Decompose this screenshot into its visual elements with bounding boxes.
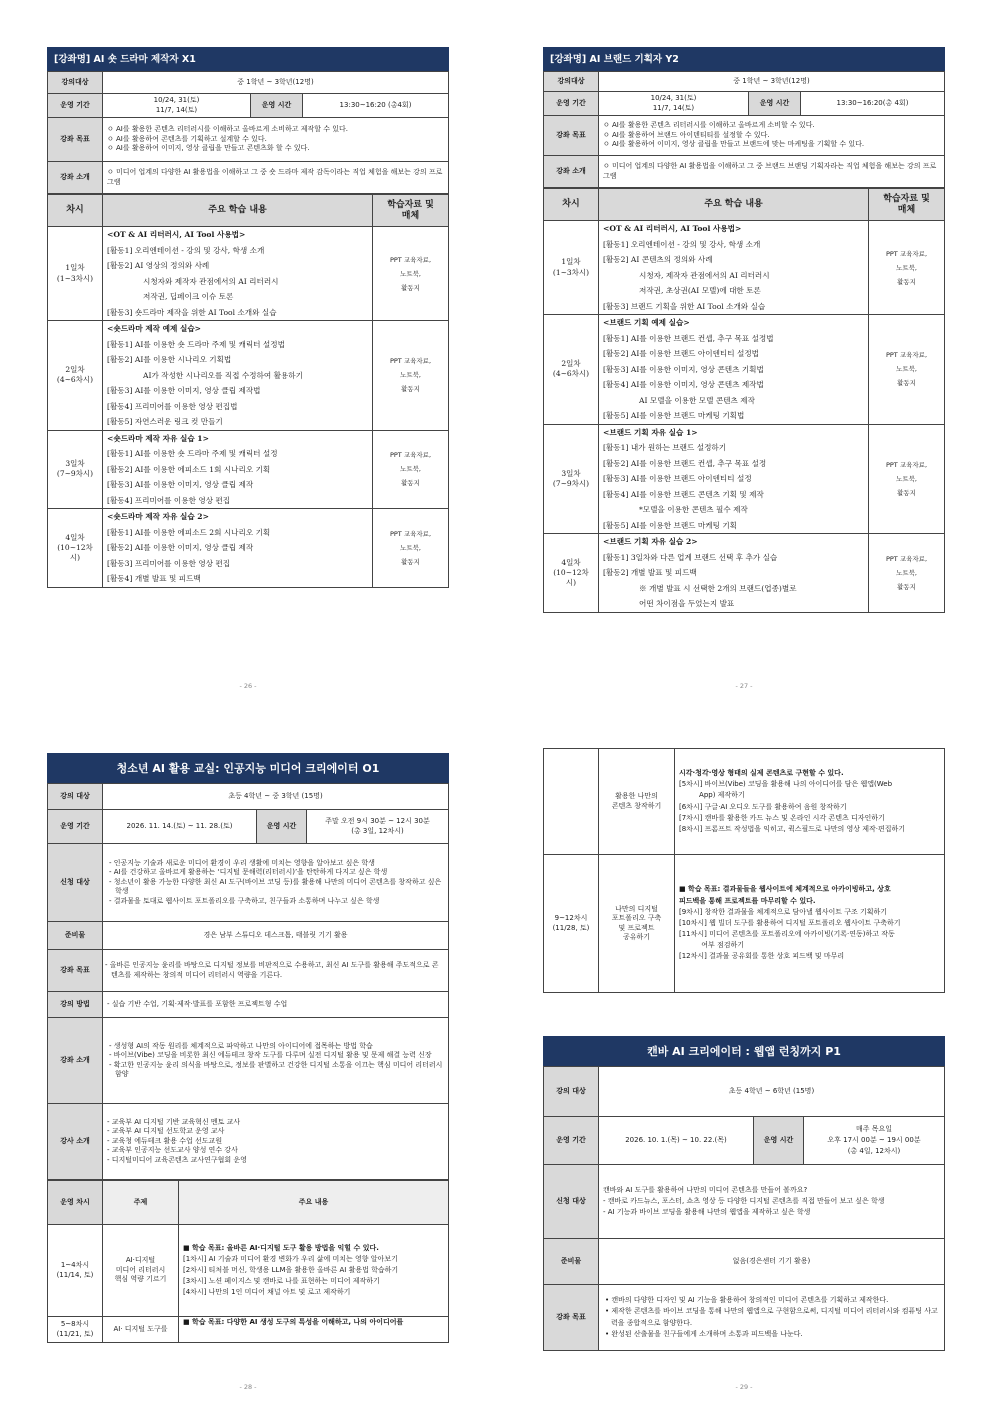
course-title: [강좌명] AI 브랜드 기획자 Y2: [543, 47, 945, 71]
session-cell: 1~4차시 (11/14, 토): [48, 1225, 103, 1317]
table-row: [544, 315, 945, 425]
resources-cell: PPT 교육자료, 노트북, 활동지: [373, 509, 449, 588]
target-label: 강의 대상: [48, 784, 103, 810]
row-title: <브랜드 기획 자유 실습 1>: [603, 427, 698, 437]
row-title: <숏드라마 제작 자유 실습 1>: [107, 433, 209, 443]
goal-text: - 올바른 인공지능 윤리를 바탕으로 디지털 정보를 비판적으로 수용하고, 최신 AI 도구를 활용해 주도적으로 콘텐츠를 제작하는 창의적 미디어 리터러시 역량을 기른다.: [103, 950, 449, 992]
course-info-table: [543, 71, 945, 188]
apply-list: [599, 1165, 945, 1239]
session-line: 여부 점검하기: [679, 941, 745, 950]
activity-line: [활동5] AI를 이용한 브랜드 마케팅 기획: [603, 520, 738, 530]
session-line: [4차시] 나만의 1인 미디어 채널 아트 및 로고 제작하기: [183, 1288, 351, 1297]
table-row: [544, 749, 945, 855]
goal-label: 강좌 목표: [48, 950, 103, 992]
apply-item: - 청소년이 활용 가능한 다양한 최신 AI 도구(바이브 코딩 등)를 활용해 나만의 미디어 콘텐츠를 창작하고 싶은 학생: [109, 877, 442, 896]
session-cell: 4일차 (10~12차 시): [544, 534, 599, 613]
teacher-item: - 디지털미디어 교육콘텐츠 교사연구협회 운영: [107, 1155, 247, 1164]
session-cell: 5~8차시 (11/21, 토): [48, 1317, 103, 1343]
schedule-table: [543, 188, 945, 613]
activity-line: [활동2] AI를 이용한 브랜드 아이덴티티 설정법: [603, 349, 760, 358]
page-number: - 26 -: [239, 682, 257, 690]
intro-label: 강좌 소개: [48, 162, 103, 194]
resources-cell: PPT 교육자료, 노트북, 활동지: [373, 321, 449, 431]
course-info-table: [47, 783, 449, 1180]
goal-item: • 제작한 콘텐츠를 바이브 코딩을 통해 나만의 웹앱으로 구현함으로써, 디지털 미디어 리터러시와 컴퓨팅 사고력을 종합적으로 함양한다.: [605, 1307, 938, 1327]
teacher-list: [103, 1104, 449, 1180]
course-panel-continued: [543, 748, 945, 993]
col-content: 주요 학습 내용: [103, 195, 373, 227]
course-panel-canva-ai-creator: [543, 1036, 945, 1351]
activity-line: [활동3] AI를 이용한 브랜드 아이덴티티 설정: [603, 474, 752, 483]
learning-goal: ■ 학습 목표: 올바른 AI·디지털 도구 활용 방법을 익힐 수 있다.: [183, 1243, 379, 1252]
activity-line: 시청자, 제작자 관점에서의 AI 리터러시: [639, 270, 770, 280]
learning-goal: 피드백을 통해 프로젝트를 마무리할 수 있다.: [679, 896, 816, 905]
page-number: - 27 -: [735, 682, 753, 690]
prep-value: 경은 남부 스튜디오 데스크톱, 태블릿 기기 활용: [103, 922, 449, 950]
session-line: [12차시] 결과물 공유회를 통한 상호 피드백 및 마무리: [679, 952, 845, 961]
apply-list: [103, 844, 449, 922]
activity-line: *모델을 이용한 콘텐츠 필수 제작: [639, 505, 748, 514]
topic-cell: AI·디지털 미디어 리터러시 핵심 역량 기르기: [103, 1225, 179, 1317]
course-info-table: [543, 1066, 945, 1351]
session-cell: 2일차 (4~6차시): [544, 315, 599, 425]
course-panel-ai-short-drama: [47, 47, 449, 588]
col-topic: 주제: [103, 1181, 179, 1225]
prep-label: 준비물: [544, 1239, 599, 1285]
activity-line: [활동4] AI를 이용한 브랜드 콘텐츠 기획 및 제작: [603, 489, 764, 499]
row-title: <브랜드 기획 예제 실습>: [603, 318, 690, 327]
table-row: [544, 855, 945, 993]
goal-item: ㅇ AI를 활용하여 브랜드 아이덴티티를 설정할 수 있다.: [603, 130, 770, 139]
table-row: [48, 1225, 449, 1317]
activity-line: [활동2] AI 콘텐츠의 정의와 사례: [603, 255, 713, 264]
target-value: 중 1학년 ~ 3학년(12명): [599, 72, 945, 92]
table-row: [48, 321, 449, 431]
period-value: 2026. 11. 14.(토) ~ 11. 28.(토): [103, 810, 257, 844]
session-line: [11차시] 미디어 콘텐츠를 포트폴리오에 아카이빙(기록·연동)하고 작동: [679, 930, 895, 939]
period-label: 운영 기간: [544, 1117, 599, 1165]
prep-label: 준비물: [48, 922, 103, 950]
activity-line: [활동4] 프리미어를 이용한 영상 편집법: [107, 401, 238, 411]
session-line: [5차시] 바이브(Vibe) 코딩을 활용해 나의 아이디어를 담은 웹앱(Web: [679, 780, 893, 789]
resources-cell: PPT 교육자료, 노트북, 활동지: [869, 315, 945, 425]
activity-line: 시청자와 제작자 관점에서의 AI 리터러시: [143, 276, 279, 286]
teacher-item: - 교육부 AI 디지털 기반 교육혁신 멘토 교사: [107, 1117, 241, 1126]
activity-line: [활동2] AI 영상의 정의와 사례: [107, 261, 210, 270]
activity-line: [활동1] 오리엔테이션 - 강의 및 강사, 학생 소개: [603, 239, 761, 249]
col-resources: 학습자료 및 매체: [373, 195, 449, 227]
session-line: [9차시] 창작한 결과물을 체계적으로 담아낼 웹사이트 구조 기획하기: [679, 907, 888, 916]
activity-line: ※ 개별 발표 시 선택한 2개의 브랜드(업종)별로: [639, 583, 797, 593]
session-line: [2차시] 티처블 머신, 학생용 LLM을 활용한 올바른 AI 활용법 학습하기: [183, 1265, 399, 1274]
learning-goal: 시각·청각·영상 형태의 실제 콘텐츠로 구현할 수 있다.: [679, 768, 844, 777]
session-cell: 3일차 (7~9차시): [544, 424, 599, 534]
course-panel-ai-media-creator: [47, 753, 449, 1343]
col-session: 차시: [544, 189, 599, 221]
goal-item: ㅇ AI를 활용하여 이미지, 영상 클립을 만들고 콘텐츠화 할 수 있다.: [107, 144, 310, 153]
course-info-table: [47, 71, 449, 194]
row-title: <숏드라마 제작 예제 실습>: [107, 324, 202, 333]
apply-item: - AI를 건강하고 올바르게 활용하는 ‘디지털 문해력(리터러시)’을 탄탄하게 다지고 싶은 학생: [109, 868, 388, 877]
session-cell: 1일차 (1~3차시): [48, 227, 103, 321]
activity-line: [활동1] 내가 원하는 브랜드 설정하기: [603, 443, 727, 452]
apply-item: 캔바와 AI 도구를 활용하여 나만의 미디어 콘텐츠를 만들어 볼까요?: [603, 1185, 808, 1194]
session-cell: 4일차 (10~12차 시): [48, 509, 103, 588]
intro-label: 강좌 소개: [544, 156, 599, 188]
learning-goal: ■ 학습 목표: 다양한 AI 생성 도구의 특성을 이해하고, 나의 아이디어를: [179, 1317, 449, 1343]
activity-line: [활동3] AI를 이용한 이미지, 영상 클립 제작: [107, 480, 254, 489]
period-value: 10/24, 31(토) 11/7, 14(토): [103, 94, 251, 118]
content-cell: [675, 855, 945, 993]
resources-cell: PPT 교육자료, 노트북, 활동지: [373, 430, 449, 509]
course-panel-ai-brand-planner: [543, 47, 945, 613]
period-value: 10/24, 31(토) 11/7, 14(토): [599, 92, 749, 116]
intro-label: 강좌 소개: [48, 1018, 103, 1104]
activity-line: [활동2] 개별 발표 및 피드백: [603, 568, 697, 577]
apply-item: - 인공지능 기술과 새로운 미디어 환경이 우리 생활에 미치는 영향을 알아보고 싶은 학생: [109, 858, 375, 867]
intro-text: ㅇ 미디어 업계의 다양한 AI 활용법을 이해하고 그 중 숏 드라마 제작 감독이라는 직업 체험을 해보는 강의 프로그램: [103, 162, 449, 194]
session-cell: 9~12차시 (11/28, 토): [544, 855, 599, 993]
topic-cell: AI· 디지털 도구를: [103, 1317, 179, 1343]
apply-label: 신청 대상: [48, 844, 103, 922]
intro-item: - 확고한 인공지능 윤리 의식을 바탕으로, 정보를 판별하고 건강한 디지털 소통을 이끄는 핵심 미디어 리터러시 함양: [109, 1060, 443, 1078]
learning-goal: ■ 학습 목표: 결과물들을 웹사이트에 체계적으로 아카이빙하고, 상호: [679, 885, 891, 894]
activity-line: [활동1] 3일차와 다른 업계 브랜드 선택 후 추가 실습: [603, 552, 778, 562]
goal-item: ㅇ AI를 활용한 콘텐츠 리터러시를 이해하고 올바르게 소비하고 제작할 수 있다.: [107, 125, 348, 134]
activity-line: [활동4] AI를 이용한 이미지, 영상 콘텐츠 제작법: [603, 380, 764, 389]
target-value: 중 1학년 ~ 3학년(12명): [103, 72, 449, 94]
apply-item: - 결과물을 토대로 웹사이트 포트폴리오를 구축하고, 친구들과 소통하며 나누고 싶은 학생: [109, 896, 380, 905]
activity-line: [활동3] AI를 이용한 이미지, 영상 콘텐츠 기획법: [603, 364, 764, 374]
session-line: [3차시] 노션 페이지스 및 캔바로 나를 표현하는 미디어 제작하기: [183, 1277, 380, 1286]
row-title: <OT & AI 리터러시, AI Tool 사용법>: [107, 230, 246, 239]
target-label: 강의대상: [48, 72, 103, 94]
activity-line: 저작권, 초상권(AI 모델)에 대한 토론: [639, 286, 761, 295]
target-label: 강의 대상: [544, 1067, 599, 1117]
goal-label: 강좌 목표: [48, 118, 103, 162]
table-row: [48, 509, 449, 588]
goal-label: 강좌 목표: [544, 1285, 599, 1351]
period-label: 운영 기간: [48, 94, 103, 118]
table-row: [48, 430, 449, 509]
activity-line: 저작권, 딥페이크 이슈 토론: [143, 292, 234, 301]
activity-line: [활동1] AI를 이용한 숏 드라마 주제 및 캐릭터 설정법: [107, 339, 285, 349]
content-cell: [179, 1225, 449, 1317]
activity-line: AI 모델을 이용한 모델 콘텐츠 제작: [639, 395, 755, 405]
activity-line: [활동5] AI를 이용한 브랜드 마케팅 기획법: [603, 411, 745, 420]
time-label: 운영 시간: [754, 1117, 804, 1165]
goal-list: [599, 1285, 945, 1351]
activity-line: [활동3] 브랜드 기획을 위한 AI Tool 소개와 실습: [603, 301, 766, 311]
topic-cell: 활용한 나만의 콘텐츠 창작하기: [599, 749, 675, 855]
time-label: 운영 시간: [257, 810, 307, 844]
row-title: <OT & AI 리터러시, AI Tool 사용법>: [603, 224, 742, 233]
activity-line: 어떤 차이점을 두었는지 발표: [639, 599, 735, 608]
session-line: App) 제작하기: [679, 791, 745, 800]
content-cell: [675, 749, 945, 855]
course-title: 캔바 AI 크리에이터 : 웹앱 런칭까지 P1: [543, 1036, 945, 1066]
period-label: 운영 기간: [48, 810, 103, 844]
page-number: - 29 -: [735, 1383, 753, 1391]
activity-line: [활동5] 자연스러운 링크 컷 만들기: [107, 417, 223, 426]
activity-line: [활동1] AI를 이용한 브랜드 컨셉, 추구 목표 설정법: [603, 333, 774, 343]
goal-item: ㅇ AI를 활용하여 이미지, 영상 클립을 만들고 브랜드에 맞는 마케팅을 기획할 수 있다.: [603, 140, 865, 149]
teacher-item: - 교육청 에듀테크 활용 수업 선도교원: [107, 1136, 223, 1145]
resources-cell: PPT 교육자료, 노트북, 활동지: [869, 424, 945, 534]
session-line: [6차시] 구글·AI 오디오 도구를 활용하여 음원 창작하기: [679, 802, 847, 811]
session-cell: 1일차 (1~3차시): [544, 221, 599, 315]
apply-item: - 캔바로 카드뉴스, 포스터, 쇼츠 영상 등 다양한 디지털 콘텐츠를 직접 만들어 보고 싶은 학생: [603, 1196, 885, 1205]
page-number: - 28 -: [239, 1383, 257, 1391]
target-value: 초등 4학년 ~ 중 3학년 (15명): [103, 784, 449, 810]
time-value: 매주 목요일 오후 17시 00분 ~ 19시 00분 (총 4일, 12차시): [804, 1117, 945, 1165]
col-session: 운영 차시: [48, 1181, 103, 1225]
goal-item: ㅇ AI를 활용한 콘텐츠 리터러시를 이해하고 올바르게 소비할 수 있다.: [603, 121, 815, 130]
activity-line: [활동1] AI를 이용한 숏 드라마 주제 및 캐릭터 설정: [107, 449, 278, 458]
activity-line: [활동3] AI를 이용한 이미지, 영상 클립 제작법: [107, 386, 261, 395]
time-value: 주말 오전 9시 30분 ~ 12시 30분 (총 3일, 12차시): [307, 810, 449, 844]
target-value: 초등 4학년 ~ 6학년 (15명): [599, 1067, 945, 1117]
schedule-table: [47, 1180, 449, 1343]
session-line: [1차시] AI 기술과 미디어 환경 변화가 우리 삶에 미치는 영향 알아보기: [183, 1254, 398, 1263]
session-cell: 2일차 (4~6차시): [48, 321, 103, 431]
intro-item: - 바이브(Vibe) 코딩을 비롯한 최신 에듀테크 창작 도구를 다루며 실전 디지털 활용 및 문제 해결 능력 신장: [109, 1051, 432, 1060]
activity-line: [활동3] 숏드라마 제작을 위한 AI Tool 소개와 실습: [107, 307, 277, 317]
session-line: [7차시] 캔바를 활용한 카드 뉴스 및 온라인 시각 콘텐츠 디자인하기: [679, 813, 885, 822]
table-row: [544, 534, 945, 613]
method-text: - 실습 기반 수업, 기획·제작·발표를 포함한 프로젝트형 수업: [103, 992, 449, 1018]
activity-line: [활동2] AI를 이용한 에피소드 1회 시나리오 기획: [107, 464, 271, 474]
method-label: 강의 방법: [48, 992, 103, 1018]
row-title: <숏드라마 제작 자유 실습 2>: [107, 512, 209, 521]
activity-line: [활동2] AI를 이용한 시나리오 기획법: [107, 355, 232, 364]
goal-item: • 캔바의 다양한 디자인 및 AI 기능을 활용하여 창의적인 미디어 콘텐츠를 기획하고 제작한다.: [605, 1296, 889, 1305]
activity-line: [활동4] 프리미어를 이용한 영상 편집: [107, 495, 231, 505]
table-row: [544, 221, 945, 315]
col-content: 주요 학습 내용: [599, 189, 869, 221]
prep-value: 없음(경은센터 기기 활용): [599, 1239, 945, 1285]
apply-item: - AI 기능과 바이브 코딩을 활용해 나만의 웹앱을 제작하고 싶은 학생: [603, 1208, 811, 1217]
intro-list: [103, 1018, 449, 1104]
time-label: 운영 시간: [251, 94, 303, 118]
session-line: [10차시] 웹 빌더 도구를 활용하여 디지털 포트폴리오 웹사이트 구축하기: [679, 918, 901, 927]
table-row: [48, 1317, 449, 1343]
table-row: [544, 424, 945, 534]
schedule-table-continued: [543, 748, 945, 993]
session-cell: 3일차 (7~9차시): [48, 430, 103, 509]
course-title: [강좌명] AI 숏 드라마 제작자 X1: [47, 47, 449, 71]
activity-line: [활동4] 개별 발표 및 피드백: [107, 574, 201, 583]
resources-cell: PPT 교육자료, 노트북, 활동지: [869, 221, 945, 315]
time-label: 운영 시간: [749, 92, 801, 116]
time-value: 13:30~16:20 (총4회): [303, 94, 449, 118]
row-title: <브랜드 기획 자유 실습 2>: [603, 537, 698, 546]
goal-list: [599, 116, 945, 156]
table-row: [48, 227, 449, 321]
resources-cell: PPT 교육자료, 노트북, 활동지: [373, 227, 449, 321]
activity-line: AI가 작성한 시나리오를 직접 수정하여 활용하기: [143, 370, 303, 380]
activity-line: [활동1] 오리엔테이션 - 강의 및 강사, 학생 소개: [107, 245, 265, 255]
apply-label: 신청 대상: [544, 1165, 599, 1239]
goal-item: • 완성된 산출물을 친구들에게 소개하며 소통과 피드백을 나눈다.: [605, 1329, 803, 1338]
teacher-label: 강사 소개: [48, 1104, 103, 1180]
schedule-table: [47, 194, 449, 588]
teacher-item: - 교육부 인공지능 선도교사 양성 연수 강사: [107, 1146, 238, 1155]
target-label: 강의대상: [544, 72, 599, 92]
goal-item: ㅇ AI를 활용하여 콘텐츠를 기획하고 설계할 수 있다.: [107, 134, 267, 143]
col-session: 차시: [48, 195, 103, 227]
resources-cell: PPT 교육자료, 노트북, 활동지: [869, 534, 945, 613]
topic-cell: 나만의 디지털 포트폴리오 구축 및 프로젝트 공유하기: [599, 855, 675, 993]
goal-label: 강좌 목표: [544, 116, 599, 156]
intro-text: ㅇ 미디어 업계의 다양한 AI 활용법을 이해하고 그 중 브랜드 브랜딩 기획자라는 직업 체험을 해보는 강의 프로그램: [599, 156, 945, 188]
goal-list: [103, 118, 449, 162]
activity-line: [활동1] AI를 이용한 에피소드 2회 시나리오 기획: [107, 527, 271, 537]
period-value: 2026. 10. 1.(목) ~ 10. 22.(목): [599, 1117, 754, 1165]
intro-item: - 생성형 AI의 작동 원리를 체계적으로 파악하고 나만의 아이디어에 접목하는 방법 학습: [109, 1041, 373, 1050]
course-title: 청소년 AI 활용 교실: 인공지능 미디어 크리에이터 O1: [47, 753, 449, 783]
session-line: [8차시] 프롬프트 작성법을 익히고, 퀵스필드로 나만의 영상 제작·편집하기: [679, 824, 906, 833]
activity-line: [활동3] 프리미어를 이용한 영상 편집: [107, 558, 231, 568]
col-content: 주요 내용: [179, 1181, 449, 1225]
period-label: 운영 기간: [544, 92, 599, 116]
time-value: 13:30~16:20(총 4회): [801, 92, 945, 116]
col-resources: 학습자료 및 매체: [869, 189, 945, 221]
activity-line: [활동2] AI를 이용한 브랜드 컨셉, 추구 목표 설정: [603, 458, 767, 468]
teacher-item: - 교육부 AI 디지털 선도학교 운영 교사: [107, 1127, 225, 1136]
activity-line: [활동2] AI를 이용한 이미지, 영상 클립 제작: [107, 543, 254, 552]
